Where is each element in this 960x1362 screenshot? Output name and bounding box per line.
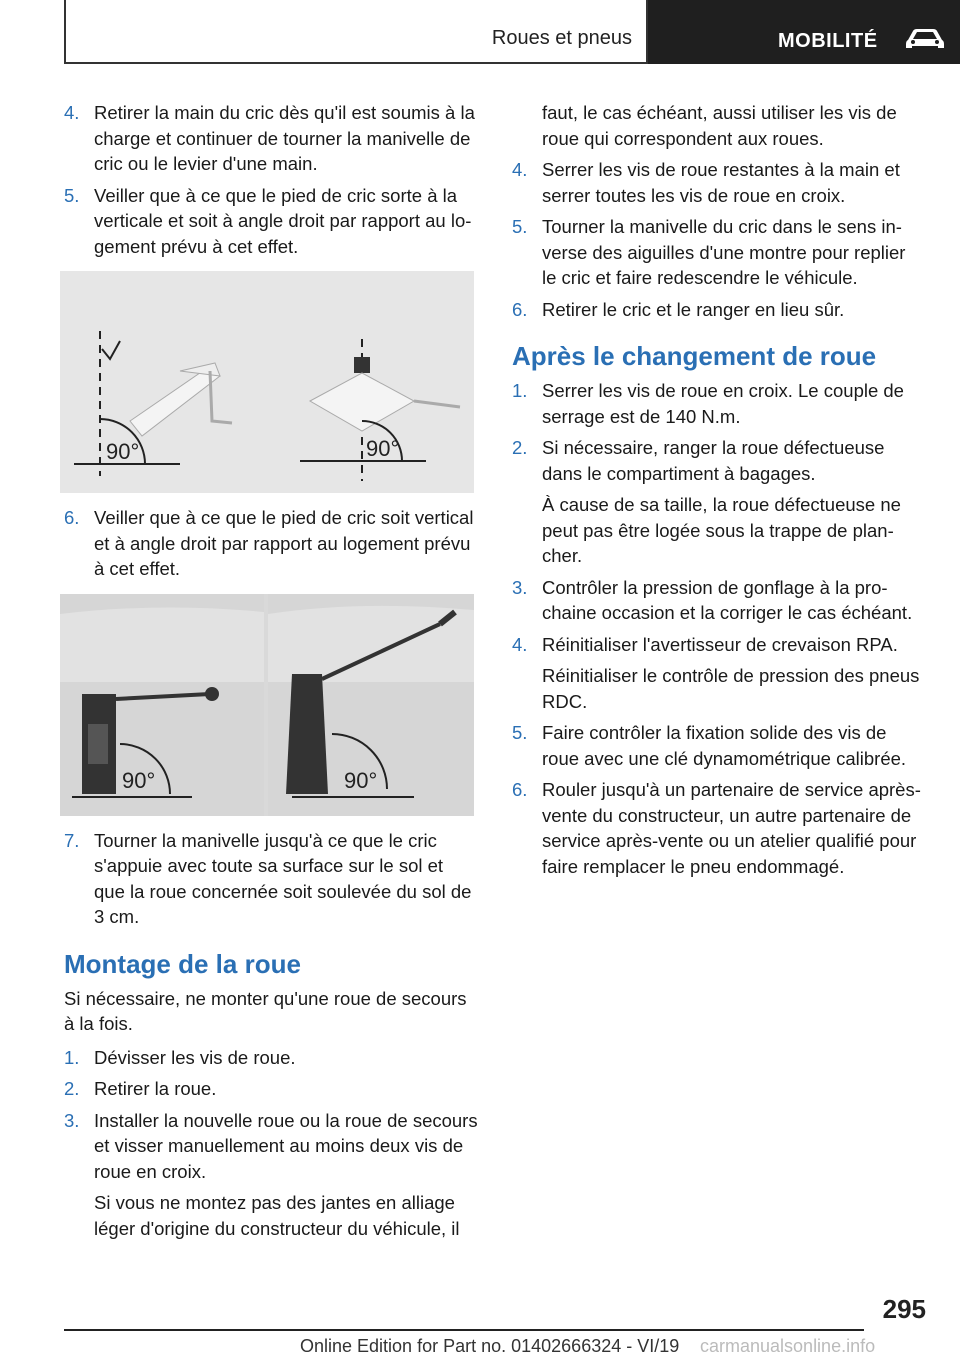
carry-over-text: faut, le cas échéant, aussi utiliser les vis de roue qui correspondent aux roues. (542, 102, 897, 149)
step-number: 4. (512, 633, 528, 655)
step-6-jack-vertical (64, 505, 478, 582)
angle-label: 90° (344, 767, 378, 793)
section-tab (64, 0, 648, 64)
angle-label: 90° (106, 439, 140, 464)
step-number: 2. (512, 437, 528, 458)
step-number: 4. (64, 102, 80, 123)
step-text: Faire contrôler la fixation solide des vis de roue avec une clé dynamométrique calibrée. (542, 722, 907, 769)
angle-label: 90° (122, 767, 156, 793)
step-text: Si nécessaire, ranger la roue défectueuse dans le compartiment à bagages. (542, 437, 885, 484)
step-4-remove-hand (64, 100, 478, 177)
step-4-tighten (512, 157, 922, 208)
step-text: Retirer le cric et le ranger en lieu sûr. (542, 298, 845, 320)
step-number: 6. (512, 779, 528, 800)
step-number: 2. (64, 1078, 80, 1099)
step-text: Retirer la main du cric dès qu'il est soumis à la charge et continuer de tourner la manivelle de cric ou le levier d'une main. (94, 102, 475, 174)
left-column (64, 100, 478, 1247)
step-text: Rouler jusqu'à un partenaire de service après-vente du constructeur, un autre partenaire de service après-vente ou un atelier qualifié pour faire remplacer le pneu endommagé. (542, 779, 921, 877)
jack-angle-illustration (60, 271, 474, 493)
footer-divider (64, 1329, 864, 1331)
step-6-store-jack (512, 297, 922, 323)
step-5-lower-jack (512, 214, 922, 291)
jack-under-car-illustration (60, 594, 474, 816)
step-7-turn-crank (64, 828, 478, 930)
section-heading-mount-wheel: Montage de la roue (64, 948, 301, 979)
step-number: 4. (512, 159, 528, 180)
step-number: 5. (64, 184, 80, 206)
step-note: Si vous ne montez pas des jantes en alliage léger d'origine du constructeur du véhicule, il (94, 1192, 460, 1239)
chapter-tab (648, 0, 960, 64)
step-text: Veiller que à ce que le pied de cric soit vertical et à angle droit par rapport au logement prévu à cet effet. (94, 507, 474, 579)
step-text: Tourner la manivelle jusqu'à ce que le cric s'appuie avec toute sa surface sur le sol et que la roue concernée soit soulevée du sol de 3 cm. (94, 829, 472, 927)
step-number: 3. (64, 1109, 80, 1131)
step-number: 6. (512, 298, 528, 320)
step-number: 6. (64, 507, 80, 528)
step-6-drive-to-service (512, 777, 922, 879)
step-text: Serrer les vis de roue restantes à la main et serrer toutes les vis de roue en croix. (542, 159, 900, 206)
car-icon (904, 26, 946, 52)
section-heading-after-change: Après le changement de roue (512, 341, 877, 371)
step-text: Dévisser les vis de roue. (94, 1046, 296, 1068)
right-column (512, 100, 922, 885)
section-title: Roues et pneus (491, 27, 632, 49)
page-header (64, 0, 960, 66)
intro-text: Si nécessaire, ne monter qu'une roue de secours à la fois. (64, 987, 467, 1034)
step-3-install-wheel (64, 1108, 478, 1242)
step-note: Réinitialiser le contrôle de pression des pneus RDC. (542, 665, 920, 712)
step-note: À cause de sa taille, la roue défectueuse ne peut pas être logée sous la trappe de plancher. (542, 494, 901, 566)
step-1-torque (512, 378, 922, 429)
step-number: 7. (64, 829, 80, 851)
step-number: 1. (512, 380, 528, 401)
edition-text: Online Edition for Part no. 01402666324 - VI/19 (300, 1336, 680, 1356)
step-5-jack-foot (64, 183, 478, 260)
step-text: Serrer les vis de roue en croix. Le couple de serrage est de 140 N.m. (542, 380, 904, 427)
watermark-text: carmanualsonline.info (700, 1336, 876, 1356)
step-number: 3. (512, 576, 528, 598)
step-3-check-pressure (512, 575, 922, 626)
step-1-unscrew (64, 1045, 478, 1071)
jack-under-car-drawing (60, 594, 474, 816)
step-number: 5. (512, 216, 528, 237)
jack-angle-drawing (60, 271, 474, 493)
step-text: Réinitialiser l'avertisseur de crevaison RPA. (542, 633, 898, 655)
chapter-title: MOBILITÉ (778, 30, 878, 52)
step-5-check-bolts (512, 720, 922, 771)
step-text: Veiller que à ce que le pied de cric sorte à la verticale et soit à angle droit par rapport au logement prévu à cet effet. (94, 184, 472, 257)
step-2-remove-wheel (64, 1076, 478, 1102)
step-text: Installer la nouvelle roue ou la roue de secours et visser manuellement au moins deux vis de roue en croix. (94, 1109, 478, 1182)
page-number: 295 (882, 1294, 926, 1324)
angle-label: 90° (366, 436, 400, 461)
step-number: 1. (64, 1046, 80, 1068)
step-text: Contrôler la pression de gonflage à la prochaine occasion et la corriger le cas échéant. (542, 576, 913, 623)
step-2-store-wheel (512, 435, 922, 569)
step-4-reset-rpa (512, 632, 922, 715)
step-number: 5. (512, 722, 528, 743)
step-text: Tourner la manivelle du cric dans le sens inverse des aiguilles d'une montre pour replier le cric et faire redescendre le véhicule. (542, 216, 906, 288)
step-text: Retirer la roue. (94, 1078, 217, 1099)
